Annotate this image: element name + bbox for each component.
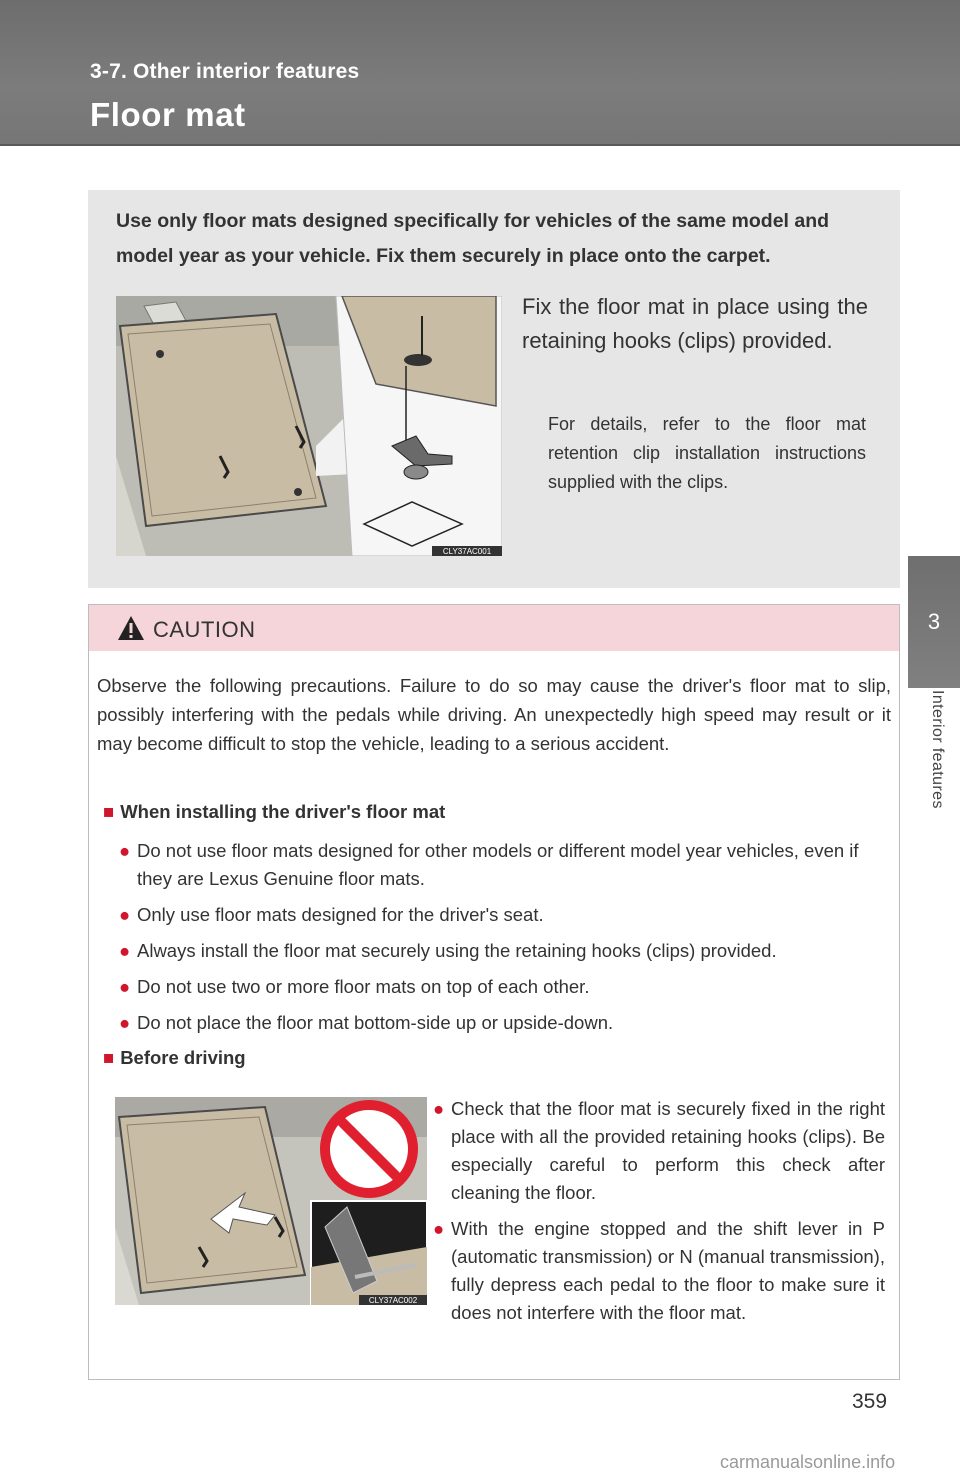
- floor-mat-clip-illustration: [116, 296, 502, 556]
- intro-panel: [88, 190, 900, 588]
- section-label: 3-7. Other interior features: [90, 60, 360, 83]
- page-header: [0, 0, 960, 146]
- chapter-tab: 3: [908, 556, 960, 688]
- chapter-title: Interior features: [929, 690, 946, 809]
- caution-bullet: ● Do not place the floor mat bottom-side up or upside-down.: [119, 1012, 614, 1033]
- caution-bullet: ● Check that the floor mat is securely fixed in the right place with all the provided retaining hooks (clips). Be especially careful to perform this check after cleaning the floor.: [433, 1098, 885, 1203]
- page-number: 359: [852, 1390, 888, 1413]
- caution-bullet: ● With the engine stopped and the shift lever in P (automatic transmission) or N (manual transmission), fully depress each pedal to the floor to make sure it does not interfere with the floor mat.: [433, 1218, 885, 1323]
- caution-label: CAUTION: [153, 617, 256, 642]
- caution-bullet: ● Do not use two or more floor mats on top of each other.: [119, 976, 590, 997]
- caution-bullet: ● Only use floor mats designed for the driver's seat.: [119, 904, 544, 925]
- intro-text: Use only floor mats designed specifically for vehicles of the same model and model year as your vehicle. Fix them securely in place onto the carpet.: [116, 210, 830, 267]
- caution-subheading-install: ■ When installing the driver's floor mat: [103, 801, 446, 822]
- intro-instruction: Fix the floor mat in place using the retaining hooks (clips) provided.: [522, 294, 868, 353]
- intro-note: For details, refer to the floor mat retention clip installation instructions supplied with the clips.: [548, 414, 866, 492]
- caution-subheading-before-driving: ■ Before driving: [103, 1047, 246, 1068]
- caution-bullet: ● Do not use floor mats designed for other models or different model year vehicles, even if they are Lexus Genuine floor mats.: [119, 840, 859, 889]
- page-title: Floor mat: [90, 96, 246, 133]
- warning-icon: [117, 615, 145, 641]
- caution-intro: Observe the following precautions. Failure to do so may cause the driver's floor mat to slip, possibly interfering with the pedals while driving. An unexpectedly high speed may result or it may become difficult to stop the vehicle, leading to a serious accident.: [97, 675, 891, 754]
- figure-code: CLY37AC001: [442, 547, 492, 556]
- caution-bullet: ● Always install the floor mat securely using the retaining hooks (clips) provided.: [119, 940, 777, 961]
- figure-code: CLY37AC002: [368, 1296, 418, 1305]
- floor-mat-check-illustration: [115, 1097, 427, 1305]
- caution-header: [89, 605, 899, 651]
- watermark: carmanualsonline.info: [720, 1452, 896, 1472]
- caution-panel: [88, 604, 900, 1380]
